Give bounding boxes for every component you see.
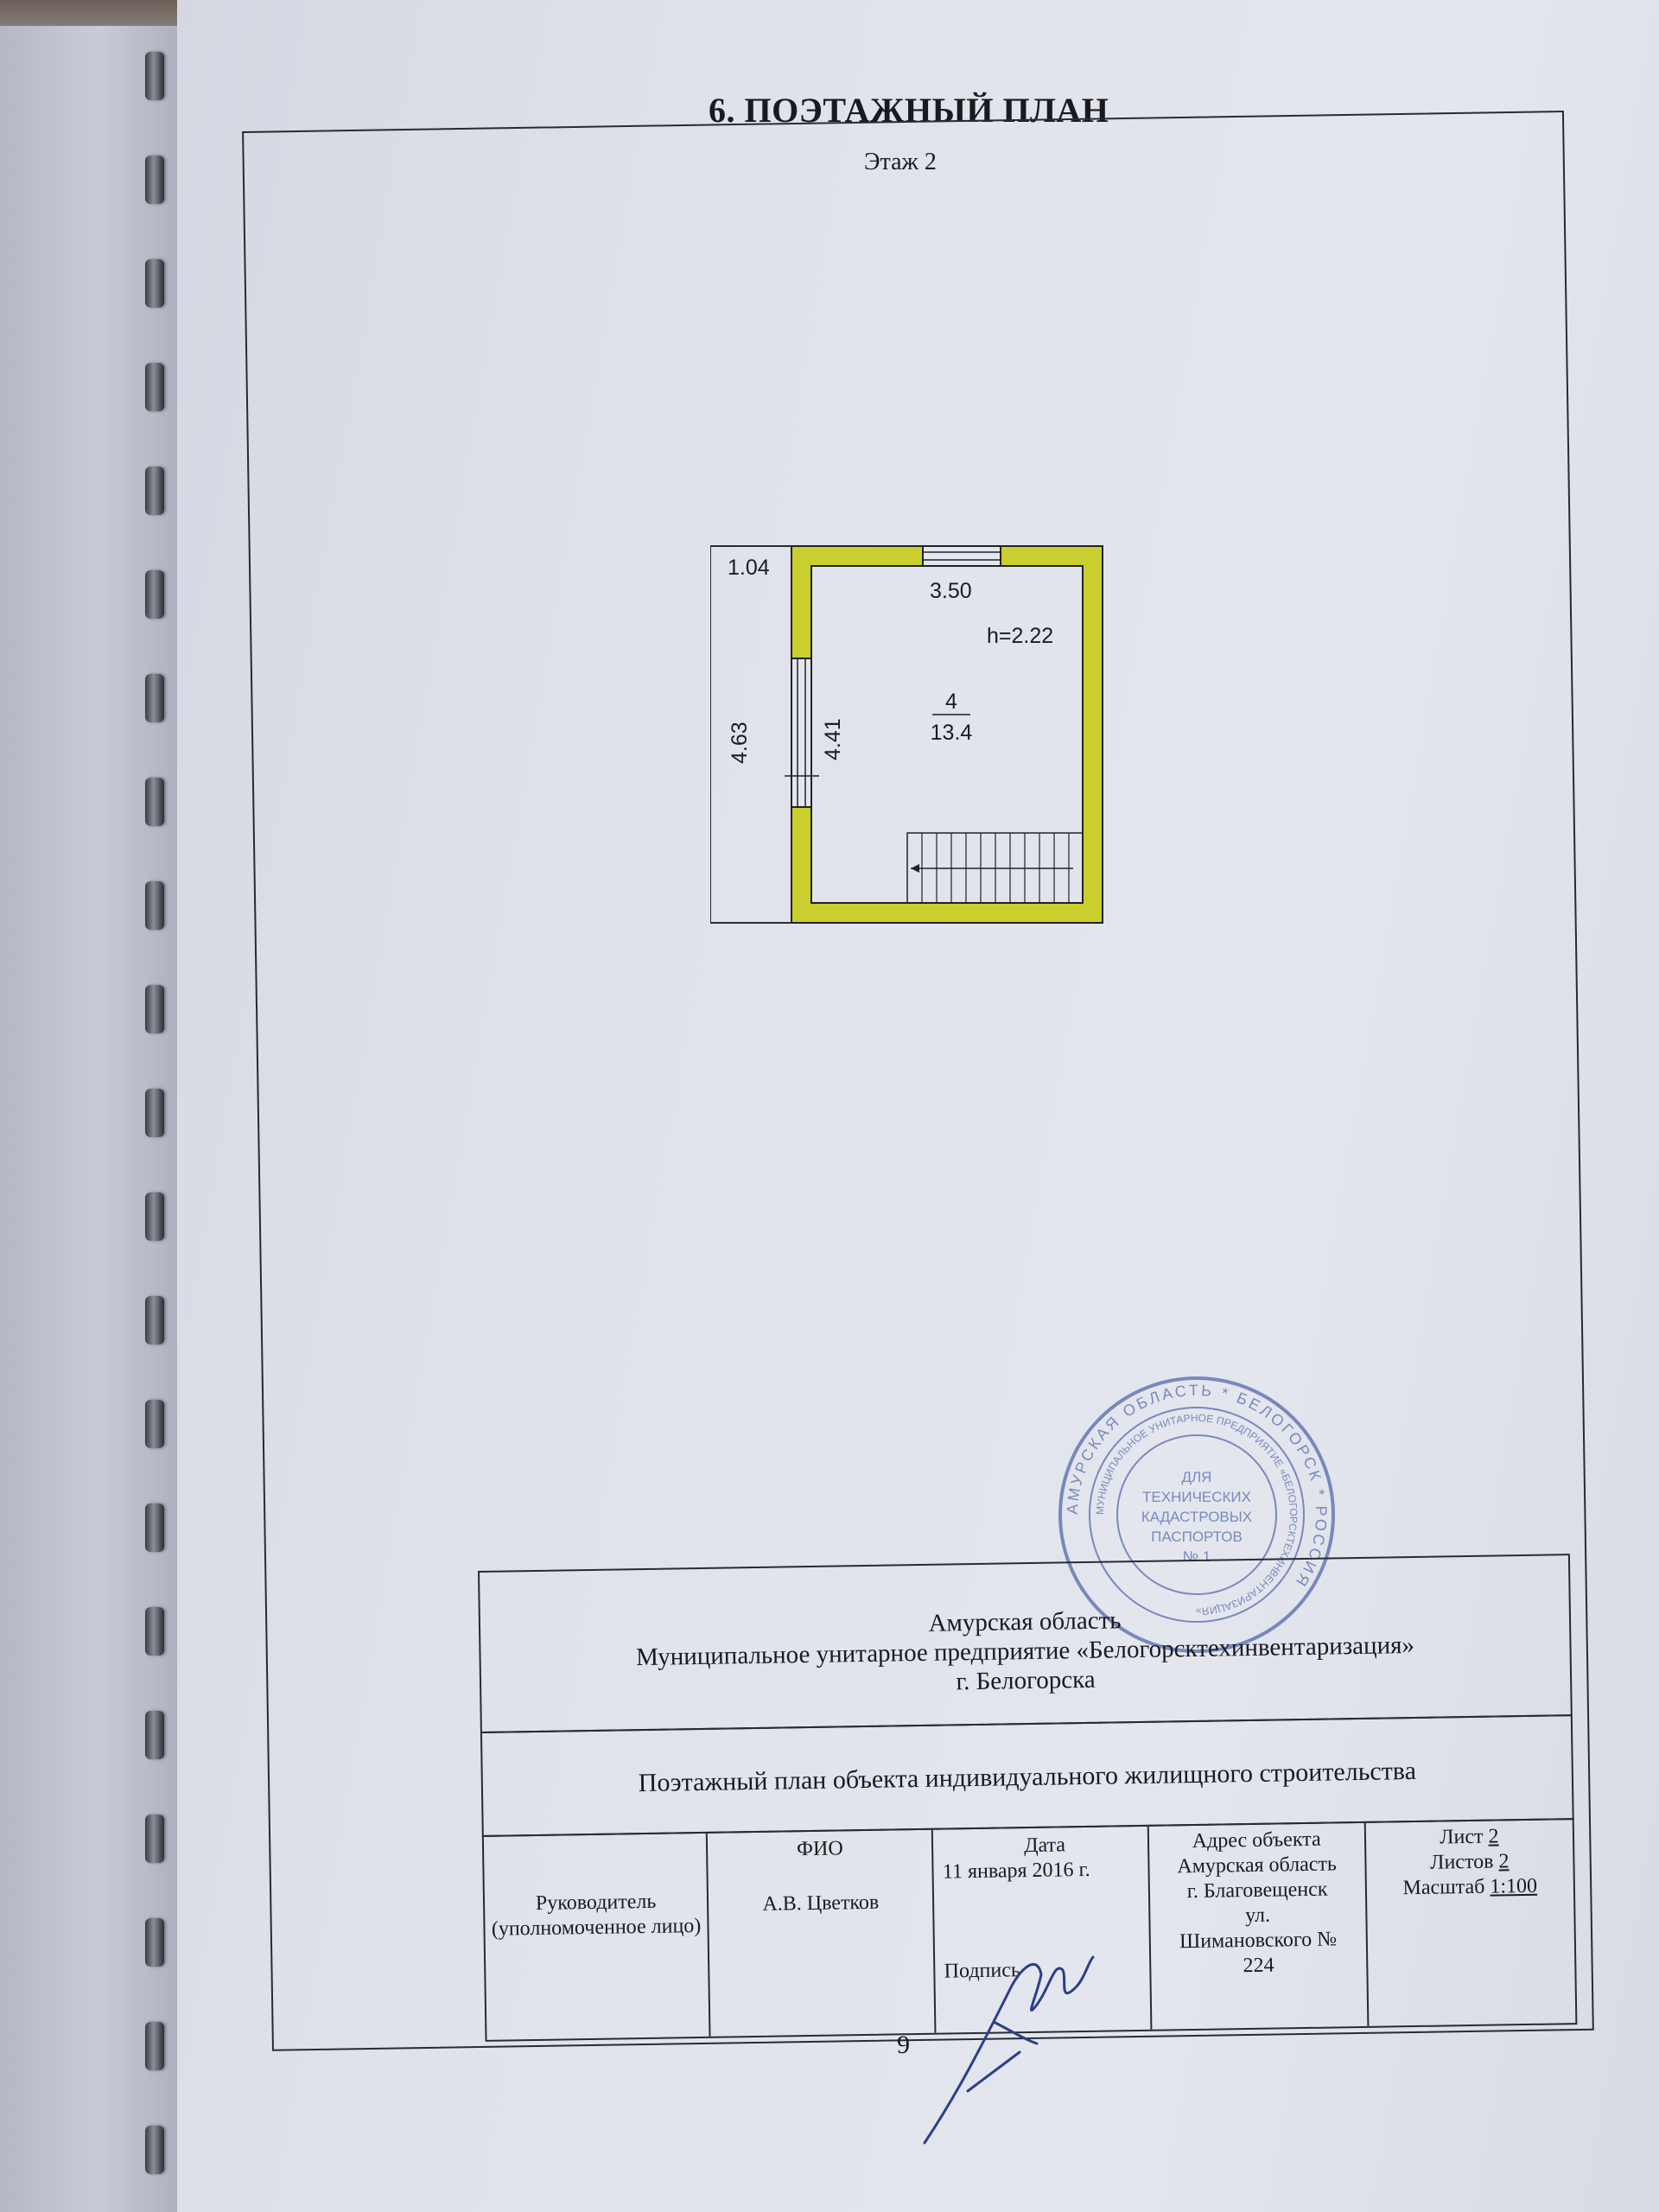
binding-ring (145, 985, 164, 1033)
address-number: 224 (1243, 1954, 1274, 1978)
dimension-inner-left: 4.41 (821, 718, 845, 760)
city-text: г. Белогорска (956, 1665, 1096, 1696)
binding-ring (145, 1400, 164, 1448)
seal-center-line: ПАСПОРТОВ (1151, 1529, 1243, 1545)
binding-ring (145, 467, 164, 515)
sheet-cell (1365, 1820, 1575, 2026)
binding-ring (145, 1815, 164, 1863)
fio-cell (708, 1830, 937, 2037)
seal-outer-text: АМУРСКАЯ ОБЛАСТЬ * БЕЛОГОРСК * РОССИЯ (1063, 1381, 1331, 1592)
binding-ring (145, 1503, 164, 1552)
section-title: 6. ПОЭТАЖНЫЙ ПЛАН (709, 91, 1109, 130)
staircase (907, 833, 1083, 903)
binding-ring (145, 1089, 164, 1137)
organization-name: Муниципальное унитарное предприятие «Белогорсктехинвентаризация» (635, 1630, 1415, 1672)
room-number: 4 (945, 690, 957, 714)
floor-label: Этаж 2 (864, 149, 937, 175)
fio-header: ФИО (796, 1837, 843, 1861)
binding-ring (145, 1918, 164, 1967)
binding-ring (145, 881, 164, 930)
binding-ring (145, 156, 164, 204)
title-block-organization (478, 1554, 1573, 1733)
binding-ring (145, 1607, 164, 1656)
seal-center-line: КАДАСТРОВЫХ (1141, 1509, 1253, 1525)
date-header: Дата (1023, 1834, 1066, 1858)
binding-ring (145, 1192, 164, 1241)
page-number: 9 (897, 2031, 910, 2059)
floor-plan (710, 544, 1108, 925)
binding-ring (145, 52, 164, 100)
address-city: г. Благовещенск (1186, 1878, 1328, 1904)
region-text: Амурская область (928, 1606, 1122, 1637)
binding-ring (145, 570, 164, 619)
sheet-label: Лист (1440, 1825, 1484, 1849)
binding-ring (145, 674, 164, 722)
seal-center-line: ДЛЯ (1181, 1469, 1212, 1485)
window-top (923, 546, 1001, 566)
plan-outline (710, 546, 1103, 923)
handwritten-signature (907, 1892, 1115, 2152)
role-text: Руководитель (уполномоченное лицо) (491, 1890, 702, 1941)
seal-center-line: ТЕХНИЧЕСКИХ (1142, 1489, 1251, 1505)
sheets-value: 2 (1498, 1850, 1510, 1873)
address-region: Амурская область (1177, 1853, 1338, 1878)
binding-ring (145, 1296, 164, 1344)
dimension-outer-top: 1.04 (728, 556, 770, 580)
binding-ring (145, 778, 164, 826)
ceiling-height: h=2.22 (987, 624, 1054, 648)
date-value: 11 января 2016 г. (942, 1858, 1090, 1884)
room-area: 13.4 (930, 721, 973, 745)
binding-ring (145, 363, 164, 411)
dimension-outer-left: 4.63 (728, 721, 752, 764)
seal-center-line: № 1 (1182, 1548, 1211, 1565)
signature-label: Подпись (944, 1959, 1021, 1983)
seal-inner-text: МУНИЦИПАЛЬНОЕ УНИТАРНОЕ ПРЕДПРИЯТИЕ «БЕЛОГОРСКТЕХИНВЕНТАРИЗАЦИЯ» (1093, 1411, 1300, 1618)
fio-value: А.В. Цветков (762, 1891, 880, 1916)
scale-value: 1:100 (1490, 1874, 1538, 1898)
binding-ring (145, 2022, 164, 2070)
dimension-inner-top: 3.50 (930, 579, 972, 603)
binding-ring (145, 1711, 164, 1759)
address-header: Адрес объекта (1192, 1827, 1321, 1853)
sheets-label: Листов (1429, 1850, 1494, 1874)
binding-ring (145, 259, 164, 308)
document-name: Поэтажный план объекта индивидуального жилищного строительства (480, 1714, 1574, 1837)
address-street: ул. (1244, 1904, 1271, 1928)
sheet-value: 2 (1488, 1825, 1499, 1848)
scale-label: Масштаб (1402, 1875, 1485, 1900)
address-street-name: Шимановского № (1179, 1928, 1338, 1954)
address-cell (1148, 1823, 1369, 2030)
binding-ring (145, 2126, 164, 2174)
window-left (791, 658, 811, 807)
binding-spine (130, 35, 181, 2203)
role-cell (484, 1834, 711, 2040)
